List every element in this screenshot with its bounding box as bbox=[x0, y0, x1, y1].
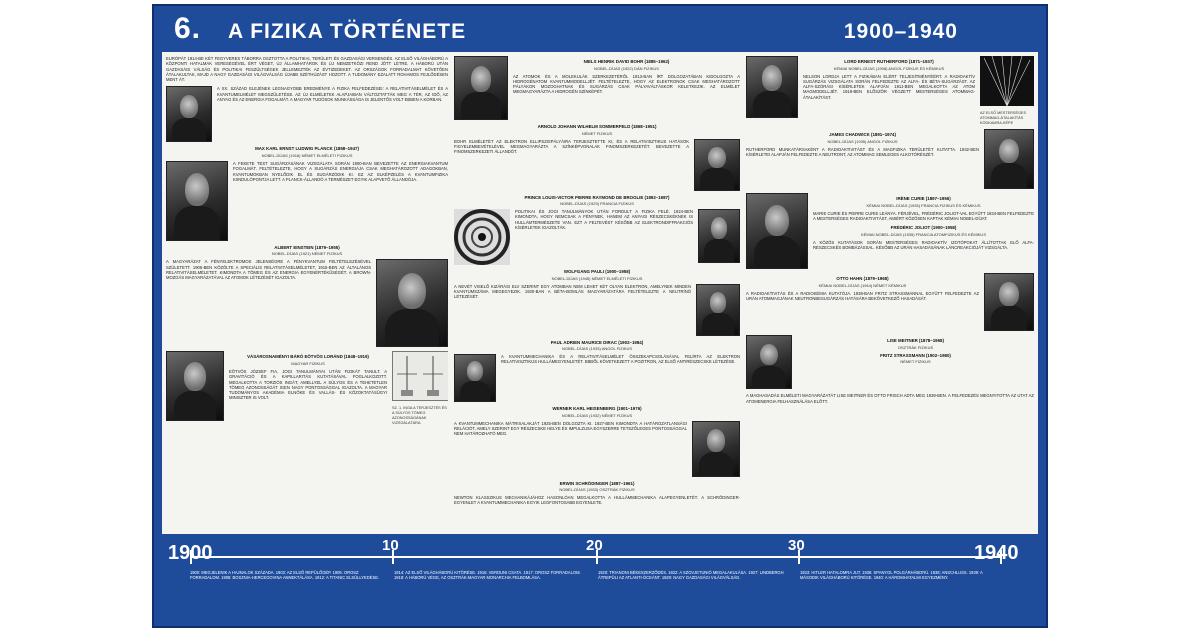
timeline-events: 1933: HITLER HATALOMRA JUT. 1936: SPANYOL POLGÁRHÁBORÚ. 1938: ANSCHLUSS. 1939: A MÁSODIK VILÁGHÁBORÚ KITÖRÉSE. 1940: A HÁROMHATALMI EGYEZMÉNY. bbox=[800, 570, 983, 581]
bio-subtitle: KÉMIAI NOBEL-DÍJAS (1935) FRANCIA ATOMFIZIKUS ÉS KÉMIKUS bbox=[861, 231, 986, 237]
einstein-portrait bbox=[376, 259, 448, 347]
bio-name: PAUL ADRIEN MAURICE DIRAC (1902–1984) bbox=[550, 339, 644, 345]
timeline-label-10: 10 bbox=[382, 537, 399, 554]
intro-text-2: A XX. SZÁZAD ELEJÉNEK LEGNAGYOBB EREDMÉNYE A FIZIKA FELFEDEZÉSEI: A RELATIVITÁSELMÉLET ÉS A KVANTUMELMÉLET MEGSZÜLETÉSE. AZ ÚJ ELMÉLETEK ALAPJAIBAN VÁLTOZTATTÁK MEG A TÉR, AZ IDŐ, AZ ANYAG ÉS AZ ENERGIA FOGALMÁT. A MAGYAR TUDÓSOK MUNKÁSSÁGA IS JELENTŐS VOLT EBBEN A KORBAN. bbox=[217, 86, 448, 103]
bio-subtitle: NÉMET FIZIKUS bbox=[900, 359, 931, 365]
bio-name: FRÉDÉRIC JOLIOT (1900–1958) bbox=[890, 225, 957, 231]
diffraction-pattern-image bbox=[454, 209, 510, 265]
bio-text: A KVANTUMMECHANIKA MÁTRIXALAKJÁT 1925-BEN DOLGOZTA KI. 1927-BEN KIMONDTA A HATÁROZATLANSÁGI RELÁCIÓT, AMELY SZERINT EGY RÉSZECSKE HELYE ÉS IMPULZUSA EGYSZERRE TETSZŐLEGES PONTOSSÁGGAL NEM HATÁROZHATÓ MEG. bbox=[454, 420, 687, 437]
bio-row bbox=[454, 421, 740, 477]
chadwick-portrait bbox=[984, 129, 1034, 189]
bio-name: ARNOLD JOHANN WILHELM SOMMERFELD (1868–1951) bbox=[537, 124, 657, 129]
bio-text: A RADIOAKTIVITÁS ÉS A RADIOKÉMIA KUTATÓJA. 1938-BAN FRITZ STRASSMANNAL EGYÜTT FELFEDEZTE AZ URÁN ATOMMAGJÁNAK NEUTRONBESUGÁRZÁS HATÁSÁRA BEKÖVETKEZŐ HASADÁSÁT. bbox=[746, 290, 979, 302]
bio-text: A NEVÉT VISELŐ KIZÁRÁSI ELV SZERINT EGY ATOMBAN NEM LEHET KÉT OLYAN ELEKTRON, AMELYNEK MINDEN KVANTUMSZÁMA MEGEGYEZIK. 1930-BAN A BÉTA-BOMLÁS MAGYARÁZATÁRA FELTÉTELEZTE A NEUTRÍNÓ LÉTEZÉSÉT. bbox=[454, 283, 691, 300]
bio-name: IRÈNE CURIE (1897–1956) bbox=[896, 196, 951, 202]
intro-row bbox=[166, 86, 448, 142]
intro-text: EURÓPÁT 1914-BE KÉT FEGYVERES TÁBORRA OSZTOTTA A POLITIKAI, TERÜLETI ÉS GAZDASÁGI VERSENGÉS. AZ ELSŐ VILÁGHÁBORÚ A KÖZPONTI HATALMAK VERESÉGÉVEL ÉRT VÉGET, ÚJ ÁLLAMHATÁROK ÉS ÚJ NEMZETKÖZI REND JÖTT LÉTRE. A HÁBORÚ UTÁN GAZDASÁGI VÁLSÁG ÉS POLITIKAI FESZÜLTSÉGEK JELLEMEZTÉK AZ ÉVTIZEDEKET. AZ ORSZÁGOK FORRADALMAT KÖVETŐEN ÁTALAKULTAK, MAJD A NAGY GAZDASÁGI VILÁGVÁLSÁG ÚJABB SZÉTHÚZÁST HOZOTT. A TUDOMÁNY EZALATT ROHAMOS FEJLŐDÉSEN MENT ÁT. bbox=[166, 56, 448, 83]
diagram-caption: SZ. 1. INGA A TERJESZTÉS ÉS A SÚLYOS TÖMEG AZONOSSÁGÁNAK VIZSGÁLATÁRA. bbox=[392, 406, 447, 425]
timeline-label-1900: 1900 bbox=[168, 542, 213, 564]
bio-row bbox=[746, 129, 1034, 189]
bio-row bbox=[454, 56, 740, 120]
poster bbox=[152, 4, 1048, 628]
bio-text: POLITIKAI ÉS JOGI TANULMÁNYOK UTÁN FORDULT A FIZIKA FELÉ. 1924-BEN KIMONDTA, HOGY NEMCSAK A FÉNYNEK, HANEM AZ ANYAGI RÉSZECSKÉKNEK IS HULLÁMTERMÉSZETE VAN. EZT A FELTEVÉST KÉSŐBB AZ ELEKTRONDIFFRAKCIÓS KÍSÉRLETEK IGAZOLTÁK. bbox=[515, 209, 693, 230]
heisenberg-portrait bbox=[692, 421, 740, 477]
bio-name: ALBERT EINSTEIN (1879–1955) bbox=[274, 244, 340, 250]
eotvos-portrait bbox=[166, 351, 224, 421]
column-right bbox=[746, 56, 1034, 530]
bio-subtitle: NOBEL-DÍJAS (1918) NÉMET ELMÉLETI FIZIKUS bbox=[261, 152, 353, 158]
bio-subtitle: NOBEL-DÍJAS (1921) NÉMET FIZIKUS bbox=[271, 251, 343, 257]
bio-row bbox=[166, 351, 448, 425]
portrait-photo bbox=[166, 86, 212, 142]
timeline-label-30: 30 bbox=[788, 537, 805, 554]
bio-text: EÖTVÖS JÓZSEF FIA, JOGI TANULMÁNYAI UTÁN FIZIKÁT TANULT. A GRAVITÁCIÓ ÉS A KAPILLARITÁS KUTATÁSÁVAL FOGLALKOZOTT. MEGALKOTTA A TORZIÓS INGÁT, AMELLYEL A SÚLYOS ÉS A TEHETETLEN TÖMEG AZONOSSÁGÁT IGEN NAGY PONTOSSÁGGAL IGAZOLTA. A MAGYAR TUDOMÁNYOS AKADÉMIA ELNÖKE ÉS VALLÁS- ÉS KÖZOKTATÁSÜGYI MINISZTER IS VOLT. bbox=[229, 368, 387, 401]
bio-text: A KVANTUMMECHANIKA ÉS A RELATIVITÁSELMÉLET ÖSSZEKAPCSOLÁSÁVAL FELÍRTA AZ ELEKTRON RELATIVISZTIKUS HULLÁMEGYENLETÉT. EBBŐL KÖVETKEZETT A POZITRON, AZ ELSŐ ANTIRÉSZECSKE LÉTEZÉSE. bbox=[501, 354, 740, 365]
bio-text: A FEKETE TEST SUGÁRZÁSÁNAK VIZSGÁLATA SORÁN 1900-BAN BEVEZETTE AZ ENERGIAKVANTUM FOGALMÁT. FELTÉTELEZTE, HOGY A SUGÁRZÁS ENERGIÁJA CSAK MEGHATÁROZOTT ADAGOKBAN, KVANTUMOKBAN NYELŐDIK EL ÉS SUGÁRZÓDIK KI. EZ AZ ELKÉPZELÉS A KVANTUMFIZIKA KIINDULÓPONTJA LETT. A PLANCK-ÁLLANDÓ A TERMÉSZET EGYIK ALAPVETŐ ÁLLANDÓJA. bbox=[233, 160, 448, 182]
hahn-portrait bbox=[984, 273, 1034, 331]
bio-row bbox=[454, 139, 740, 191]
curie-joliot-photo bbox=[746, 193, 808, 269]
bio-subtitle: OSZTRÁK FIZIKUS bbox=[897, 344, 934, 350]
bio-subtitle: KÉMIAI NOBEL-DÍJAS (1935) FRANCIA FIZIKUS ÉS KÉMIKUS bbox=[866, 202, 981, 208]
content-panel bbox=[162, 52, 1038, 534]
bio-name: MAX KARL ERNST LUDWIG PLANCK (1858–1947) bbox=[255, 146, 359, 152]
bio-text: A KÖZÖS KUTATÁSOK SORÁN MESTERSÉGES RADIOAKTÍV IZOTÓPOKAT ÁLLÍTOTTAK ELŐ ALFA-RÉSZECSKÉS BOMBÁZÁSSAL. KÉSŐBB AZ URÁN HASADÁSÁNAK LÁNCREAKCIÓJÁT VIZSGÁLTA. bbox=[813, 239, 1034, 251]
timeline-label-20: 20 bbox=[586, 537, 603, 554]
bio-row bbox=[454, 354, 740, 402]
bio-row bbox=[746, 193, 1034, 269]
bio-subtitle: NOBEL-DÍJAS (1933) ANGOL FIZIKUS bbox=[561, 346, 633, 351]
bio-name: WOLFGANG PAULI (1900–1958) bbox=[563, 269, 631, 274]
bio-name: NIELS HENRIK DAVID BOHR (1885–1962) bbox=[583, 59, 670, 64]
bio-text: A MAGHASADÁS ELMÉLETI MAGYARÁZATÁT LISE MEITNER ÉS OTTO FRISCH ADTA MEG 1939-BEN. A FELFEDEZÉS MEGNYITOTTA AZ UTAT AZ ATOMENERGIA FELHASZNÁLÁSA ELŐTT. bbox=[746, 393, 1034, 404]
bio-row bbox=[454, 284, 740, 336]
bio-name: VÁSÁROSNAMÉNYI BÁRÓ EÖTVÖS LORÁND (1848–1919) bbox=[247, 354, 369, 360]
bio-row bbox=[746, 273, 1034, 331]
dirac-portrait bbox=[454, 354, 496, 402]
timeline-label-1940: 1940 bbox=[974, 542, 1019, 564]
bio-row bbox=[454, 209, 740, 265]
planck-portrait bbox=[166, 161, 228, 241]
bio-row bbox=[166, 161, 448, 241]
pauli-portrait bbox=[696, 284, 740, 336]
bio-subtitle: NOBEL-DÍJAS (1932) NÉMET FIZIKUS bbox=[561, 412, 633, 418]
bio-name: WERNER KARL HEISENBERG (1901–1976) bbox=[552, 406, 642, 411]
bio-subtitle: MAGYAR FIZIKUS bbox=[291, 360, 325, 366]
bio-subtitle: NOBEL-DÍJAS (1935) ANGOL FIZIKUS bbox=[827, 138, 898, 144]
bio-subtitle: NÉMET FIZIKUS bbox=[581, 130, 613, 136]
column-left bbox=[166, 56, 448, 530]
section-number: 6. bbox=[174, 12, 202, 45]
bohr-portrait bbox=[454, 56, 508, 120]
bio-text: MARIE CURIE ÉS PIERRE CURIE LEÁNYA. FÉRJÉVEL, FRÉDÉRIC JOLIOT-VAL EGYÜTT 1934-BEN FELFEDEZTE A MESTERSÉGES RADIOAKTIVITÁST, AMIÉRT KÖZÖSEN KAPTAK KÉMIAI NOBEL-DÍJAT. bbox=[813, 210, 1034, 222]
bio-text: BOHR ELMÉLETÉT AZ ELEKTRON ELLIPSZISPÁLYÁIRA TERJESZTETTE KI, ÉS A RELATIVISZTIKUS HATÁSOK FIGYELEMBEVÉTELÉVEL MEGMAGYARÁZTA A SZÍNKÉPVONALAK FINOMSZERKEZETÉT. BEVEZETTE A FINOMSZERKEZETI ÁLLANDÓT. bbox=[454, 138, 689, 155]
timeline-events: 1914: AZ ELSŐ VILÁGHÁBORÚ KITÖRÉSE. 1916: VERDUNI CSATA. 1917: OROSZ FORRADALOM. 1918: A HÁBORÚ VÉGE, AZ OSZTRÁK-MAGYAR MONARCHIA FELBOMLÁSA. bbox=[394, 570, 581, 581]
bio-subtitle: NOBEL-DÍJAS (1922) DÁN FIZIKUS bbox=[594, 65, 659, 71]
bio-name: FRITZ STRASSMANN (1902–1980) bbox=[880, 352, 951, 358]
timeline-events: 1900: MEGJELENIK A HAJNALOK SZÁZADA. 1903: AZ ELSŐ REPÜLŐGÉP. 1905: OROSZ FORRADALOM. 1908: BOSZNIA-HERCEGOVINA ANNEKTÁLÁSA. 1912: A TITANIC ELSÜLLYEDÉSE. bbox=[190, 570, 380, 581]
bio-name: LORD ERNEST RUTHERFORD (1871–1937) bbox=[844, 59, 934, 64]
bio-text: AZ ATOMOK ÉS A MOLEKULÁK SZERKEZETÉRŐL 1913-BAN ÍRT DOLGOZATÁBAN KIDOLGOZTA A HIDROGÉNATOM KVANTUMMODELLJÉT. FELTÉTELEZTE, HOGY AZ ELEKTRONOK CSAK MEGHATÁROZOTT PÁLYÁKON MOZOGHATNAK ÉS SUGÁRZÁS CSAK PÁLYAVÁLTÁSKOR KELETKEZIK. AZ ELMÉLET MEGMAGYARÁZTA A HIDROGÉN SZÍNKÉPÉT. bbox=[513, 73, 740, 95]
bio-name: LISE MEITNER (1878–1968) bbox=[887, 338, 944, 344]
torsion-balance-diagram bbox=[392, 351, 448, 401]
bio-subtitle: NOBEL-DÍJAS (1945) NÉMET ELMÉLETI FIZIKUS bbox=[551, 275, 643, 281]
timeline bbox=[154, 536, 1046, 628]
bio-name: PRINCE LOUIS-VICTOR PIERRE RAYMOND DE BROGLIE (1892–1987) bbox=[524, 194, 670, 200]
period-label: 1900–1940 bbox=[843, 20, 958, 43]
rutherford-portrait bbox=[746, 56, 798, 118]
timeline-events: 1920: TRIANONI BÉKESZERZŐDÉS. 1922: A SZOVJETUNIÓ MEGALAKULÁSA. 1927: LINDBERGH ÁTREPÜLI AZ ATLANTI-ÓCEÁNT. 1929: NAGY GAZDASÁGI VILÁGVÁLSÁG. bbox=[598, 570, 784, 581]
bio-text: RUTHERFORD MUNKATÁRSAKÉNT A RADIOAKTIVITÁST ÉS A MAGFIZIKA TERÜLETÉT KUTATTA. 1932-BEN KÍSÉRLETEI ALAPJÁN FELFEDEZTE A NEUTRONT, AZ ATOMMAG SEMLEGES ALKOTÓRÉSZÉT. bbox=[746, 146, 979, 158]
bio-name: JAMES CHADWICK (1891–1974) bbox=[829, 132, 896, 138]
bio-subtitle: KÉMIAI NOBEL-DÍJAS (1944) NÉMET KÉMIKUS bbox=[818, 282, 907, 288]
bio-text: NEWTON KLASSZIKUS MECHANIKÁJÁHOZ HASONLÓAN MEGALKOTTA A HULLÁMMECHANIKA ALAPEGYENLETÉT. A SCHRÖDINGER-EGYENLET A KVANTUMMECHANIKA EGYIK LEGFONTOSABB EGYENLETE. bbox=[454, 495, 740, 506]
bio-subtitle: KÉMIAI NOBEL-DÍJAS (1908) ANGOL FIZIKUS ÉS KÉMIKUS bbox=[833, 65, 945, 71]
bio-subtitle: NOBEL-DÍJAS (1929) FRANCIA FIZIKUS bbox=[560, 201, 634, 206]
bio-row bbox=[746, 56, 1034, 125]
bio-row bbox=[746, 335, 1034, 389]
poster-title: A FIZIKA TÖRTÉNETE bbox=[228, 20, 467, 43]
cloud-chamber-image bbox=[980, 56, 1034, 106]
image-caption: AZ ELSŐ MESTERSÉGES ATOMMAG-ÁTALAKÍTÁS KÖDKAMRA-KÉPE bbox=[980, 111, 1026, 125]
de-broglie-portrait bbox=[698, 209, 740, 263]
bio-row bbox=[166, 259, 448, 347]
bio-name: ERWIN SCHRÖDINGER (1887–1961) bbox=[559, 480, 635, 486]
meitner-portrait bbox=[746, 335, 792, 389]
column-middle bbox=[454, 56, 740, 530]
bio-text: A MAGYARÁZAT A FÉNYELEKTROMOS JELENSÉGRE A FÉNYKVANTUM FELTÉTELEZÉSÉVEL SZÜLETETT. 1905-BEN KÖZÖLTE A SPECIÁLIS RELATIVITÁSELMÉLETET, 1915-BEN AZ ÁLTALÁNOS RELATIVITÁSELMÉLETET. KIMONDTA A TÖMEG ÉS AZ ENERGIA EGYENÉRTÉKŰSÉGÉT. A BROWN-MOZGÁS MAGYARÁZATÁVAL AZ ATOMOK LÉTEZÉSÉT IGAZOLTA. bbox=[166, 259, 371, 281]
sommerfeld-portrait bbox=[694, 139, 740, 191]
bio-name: OTTO HAHN (1879–1968) bbox=[836, 276, 889, 282]
bio-subtitle: NOBEL-DÍJAS (1933) OSZTRÁK FIZIKUS bbox=[559, 487, 635, 492]
bio-text: NELSON LORDJA LETT A FIZIKÁBAN ELÉRT TELJESÍTMÉNYÉÉRT. A RADIOAKTÍV SUGÁRZÁS VIZSGÁLATA SORÁN FELFEDEZTE AZ ALFA- ÉS BÉTA-SUGÁRZÁST. AZ ALFA-SZÓRÁSI KÍSÉRLETEK ALAPJÁN 1911-BEN MEGALKOTTA AZ ATOM MAGMODELLJÉT. 1919-BEN ELŐSZÖR VÉGZETT MESTERSÉGES ATOMMAG-ÁTALAKÍTÁST. bbox=[803, 73, 975, 100]
poster-header bbox=[154, 6, 1046, 52]
